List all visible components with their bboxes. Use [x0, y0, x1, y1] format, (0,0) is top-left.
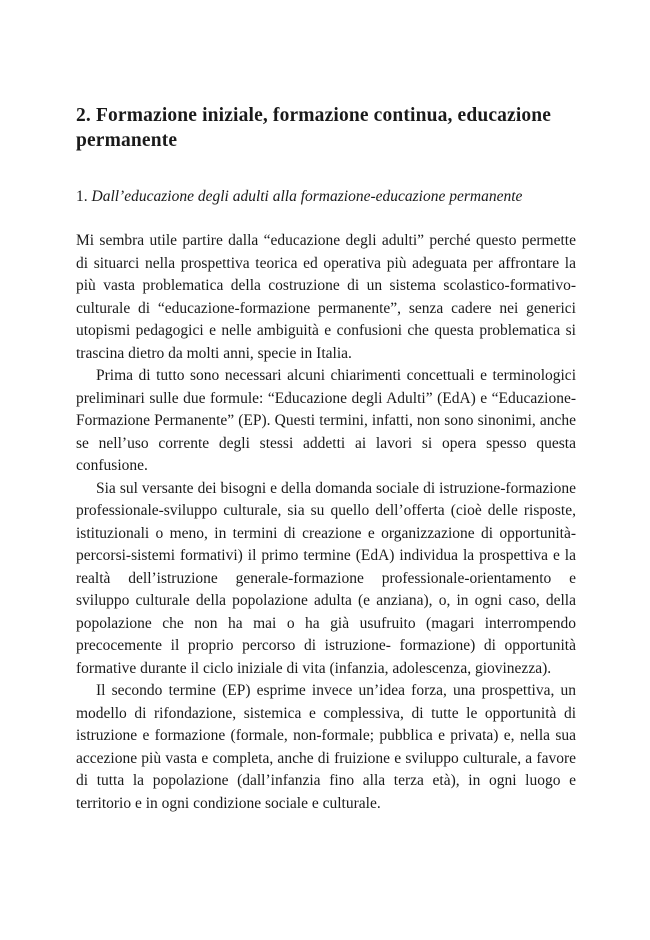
paragraph: Prima di tutto sono necessari alcuni chiarimenti concettuali e terminologici preliminari sulle due formule: “Educazione degli Adulti” (EdA) e “Educazione-Formazione Permanente” (EP). Questi termini, infatti, non sono sinonimi, anche se nell’uso corrente degli stessi addetti ai lavori si opera spesso questa confusione. — [76, 367, 576, 474]
paragraph: Sia sul versante dei bisogni e della domanda sociale di istruzione-formazione professionale-sviluppo culturale, sia su quello dell’offerta (cioè delle risposte, istituzionali o meno, in termini di creazione e organizzazione di opportunità-percorsi-sistemi formativi) il primo termine (EdA) individua la prospettiva e la realtà dell’istruzione generale-formazione professionale-orientamento e sviluppo culturale della popolazione adulta (e anziana), o, in ogni caso, della popolazione che non ha mai o ha già usufruito (magari interrompendo precocemente il proprio percorso di istruzione- formazione) di opportunità formative durante il ciclo iniziale di vita (infanzia, adolescenza, giovinezza). — [76, 479, 576, 677]
body-text — [76, 230, 576, 815]
section-heading — [76, 186, 576, 208]
chapter-title: 2. Formazione iniziale, formazione continua, educazione permanente — [76, 105, 552, 151]
paragraph: Mi sembra utile partire dalla “educazione degli adulti” perché questo permette di situarci nella prospettiva teorica ed operativa più adeguata per affrontare la più vasta problematica della costruzione di un sistema scolastico-formativo-culturale di “educazione-formazione permanente”, senza cadere nei generici utopismi pedagogici e nelle ambiguità e confusioni che questa problematica si trascina dietro da molti anni, specie in Italia. — [76, 232, 576, 362]
section-number: 1. — [76, 188, 88, 205]
paragraph: Il secondo termine (EP) esprime invece un’idea forza, una prospettiva, un modello di rifondazione, sistemica e complessiva, di tutte le opportunità di istruzione e formazione (formale, non-formale; pubblica e privata) e, nella sua accezione più vasta e completa, anche di fruizione e sviluppo culturale, a favore di tutta la popolazione (dall’infanzia fino alla terza età), in ogni luogo e territorio e in ogni condizione sociale e culturale. — [76, 682, 576, 812]
section-title: Dall’educazione degli adulti alla formazione-educazione permanente — [91, 188, 523, 205]
